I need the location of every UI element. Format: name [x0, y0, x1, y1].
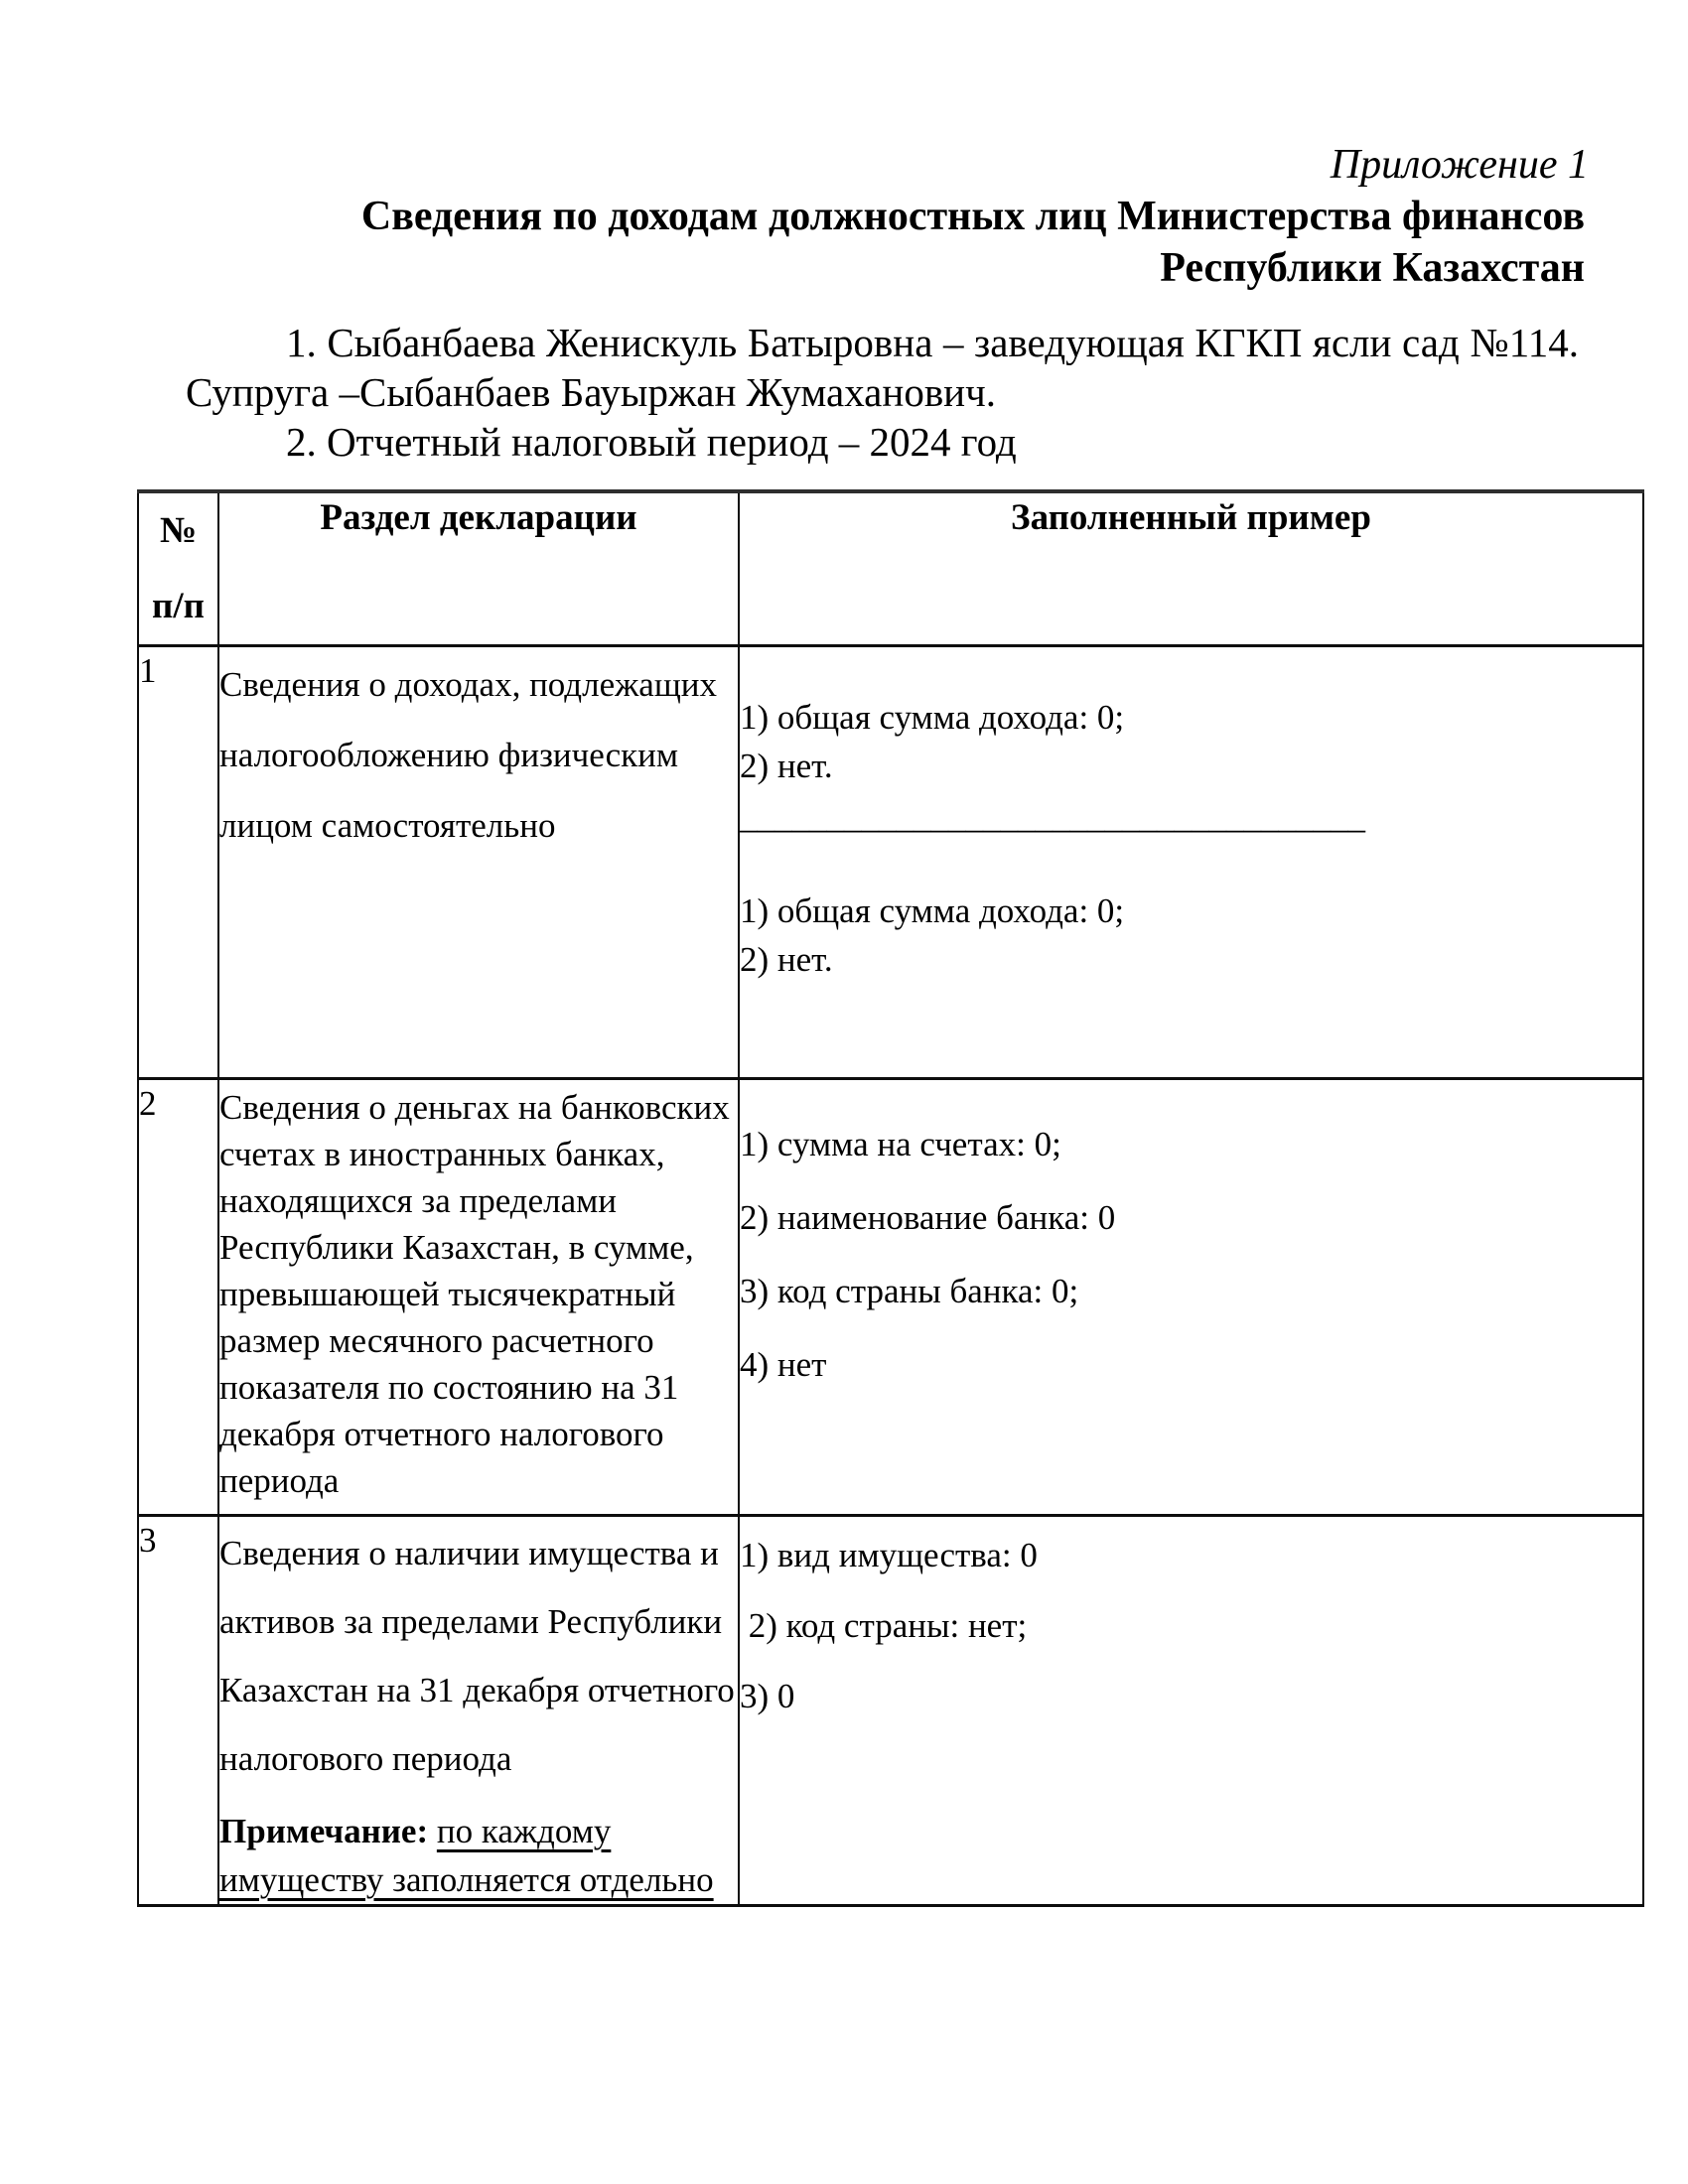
underscore-divider: ____________________________________ [740, 797, 1365, 836]
note-text: по каждому имуществу заполняется отдельно [219, 1812, 714, 1899]
header-cell-number [138, 491, 218, 646]
row2-example-item: 3) код страны банка: 0; [740, 1272, 1079, 1310]
row3-number: 3 [138, 1516, 218, 1906]
row3-section-text: Сведения о наличии имущества и активов за пределами Республики Казахстан на 31 декабря отчетного налогового периода [219, 1534, 735, 1778]
intro-paragraph-1-line-1: 1. Сыбанбаева Женискуль Батыровна – заведующая КГКП ясли сад №114. [286, 320, 1579, 365]
row1-example-cell [739, 646, 1643, 1079]
row2-example-item: 4) нет [740, 1345, 827, 1384]
row3-example-item: 1) вид имущества: 0 [740, 1536, 1038, 1574]
document-title-line1: Сведения по доходам должностных лиц Министерства финансов [360, 194, 1585, 239]
header-cell-section [218, 491, 739, 646]
row2-example-item: 1) сумма на счетах: 0; [740, 1125, 1061, 1163]
appendix-label: Приложение 1 [1330, 142, 1589, 188]
row2-example-item: 2) наименование банка: 0 [740, 1198, 1116, 1237]
row1-example-item: 1) общая сумма дохода: 0; [740, 698, 1125, 737]
row1-number: 1 [138, 646, 218, 1079]
document-title [0, 191, 1585, 294]
table-header-row [138, 491, 1643, 646]
row3-example-cell [739, 1516, 1643, 1906]
intro-paragraph-2: 2. Отчетный налоговый период – 2024 год [286, 419, 1017, 465]
document-title-line2: Республики Казахстан [1160, 245, 1585, 291]
intro-paragraph-1-line-2: Супруга –Сыбанбаев Бауыржан Жумаханович. [186, 369, 996, 415]
row1-example-item: 1) общая сумма дохода: 0; [740, 891, 1125, 930]
row3-example-item: 3) 0 [740, 1677, 795, 1715]
row3-note [219, 1807, 738, 1904]
header-cell-example [739, 491, 1643, 646]
row2-number: 2 [138, 1079, 218, 1516]
row1-section-text: Сведения о доходах, подлежащих налогообложению физическим лицом самостоятельно [219, 665, 718, 845]
header-number-line1: № [159, 510, 198, 551]
header-section-label: Раздел декларации [320, 497, 637, 538]
table-row-2 [138, 1079, 1643, 1516]
declaration-table [137, 489, 1644, 1907]
row1-example-item: 2) нет. [740, 940, 833, 979]
row2-section-text: Сведения о деньгах на банковских счетах в иностранных банках, находящихся за пределами Республики Казахстан, в сумме, превышающей тысячекратный размер месячного расчетного показателя по состоянию на 31 декабря отчетного налогового периода [219, 1088, 730, 1500]
row2-example-cell [739, 1079, 1643, 1516]
header-number-line2: п/п [152, 586, 205, 626]
table-row-1 [138, 646, 1643, 1079]
row3-section-cell [218, 1516, 739, 1906]
row1-example-item: 2) нет. [740, 747, 833, 785]
intro-paragraphs [186, 318, 1579, 467]
row3-example-item: 2) код страны: нет; [740, 1606, 1028, 1645]
note-label: Примечание: [219, 1812, 429, 1850]
header-example-label: Заполненный пример [1011, 497, 1371, 538]
table-row-3 [138, 1516, 1643, 1906]
